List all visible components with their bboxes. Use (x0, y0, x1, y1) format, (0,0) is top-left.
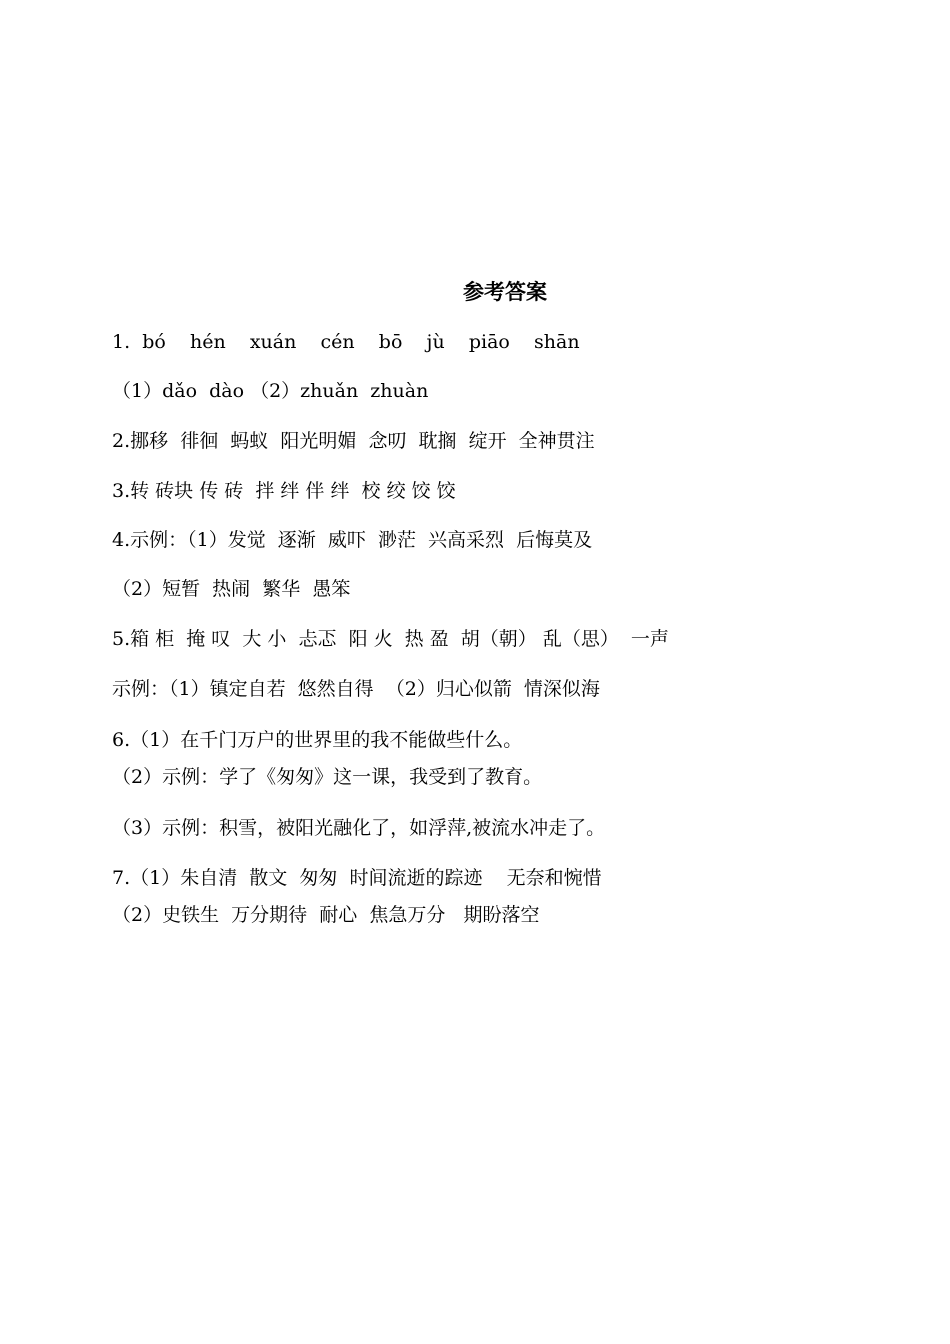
answer-line-6-3: （3）示例：积雪，被阳光融化了，如浮萍,被流水冲走了。 (112, 817, 606, 839)
answer-line-3: 3.转 砖块 传 砖 拌 绊 伴 绊 校 绞 饺 饺 (112, 480, 456, 502)
answer-line-2: 2.挪移 徘徊 蚂蚁 阳光明媚 念叨 耽搁 绽开 全神贯注 (112, 430, 595, 452)
answer-line-7-1: 7.（1）朱自清 散文 匆匆 时间流逝的踪迹 无奈和惋惜 (112, 867, 602, 889)
page-title: 参考答案 (463, 280, 547, 304)
answer-line-1: 1. bó hén xuán cén bō jù piāo shān (112, 331, 580, 353)
answer-line-4-sub: （2）短暂 热闹 繁华 愚笨 (112, 578, 351, 600)
answer-line-4: 4.示例：（1）发觉 逐渐 威吓 渺茫 兴高采烈 后悔莫及 (112, 529, 593, 551)
answer-line-5-sub: 示例：（1）镇定自若 悠然自得 （2）归心似箭 情深似海 (112, 678, 600, 700)
answer-line-6-2: （2）示例：学了《匆匆》这一课，我受到了教育。 (112, 766, 543, 788)
answer-line-7-2: （2）史铁生 万分期待 耐心 焦急万分 期盼落空 (112, 904, 540, 926)
answer-line-5: 5.箱 柜 掩 叹 大 小 忐忑 阳 火 热 盈 胡（朝） 乱（思） 一声 (112, 628, 669, 650)
answer-line-6-1: 6.（1）在千门万户的世界里的我不能做些什么。 (112, 729, 523, 751)
answer-line-1-sub: （1）dǎo dào （2）zhuǎn zhuàn (112, 380, 429, 402)
